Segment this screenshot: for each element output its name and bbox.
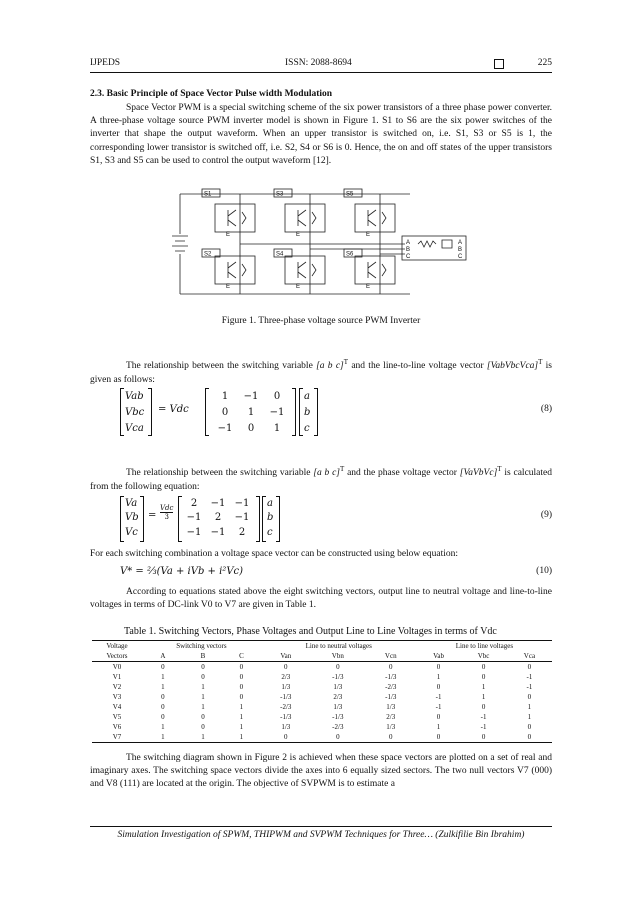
inverter-circuit-diagram [170, 186, 470, 302]
table-cell: 1 [184, 732, 222, 743]
table-cell: 1 [201, 683, 205, 691]
matrix-cell: 0 [221, 406, 229, 418]
table-cell: 1 [436, 723, 441, 731]
table-cell: -1 [480, 713, 487, 721]
table-header: B [184, 651, 222, 662]
eq10-expression: V* = ⅔(Va + iVb + i²Vc) [120, 566, 244, 577]
table-cell: -1/3 [332, 713, 344, 721]
vector-abc: [a b c] [316, 361, 344, 372]
matrix-cell: −1 [269, 406, 285, 418]
switch-label-s6: S6 [346, 251, 354, 258]
switch-label-s2: S2 [204, 251, 212, 258]
matrix-cell: 1 [247, 406, 255, 418]
matrix-cell: 1 [273, 422, 281, 434]
table-cell: 0 [436, 713, 441, 721]
table-cell: 0 [436, 683, 441, 691]
table-cell: V5 [112, 713, 122, 721]
table-cell: 0 [161, 713, 165, 721]
terminal-label: E [226, 232, 231, 238]
phase-label-left: A [406, 240, 411, 246]
text: The switching diagram shown in Figure 2 is achieved when these space vectors are plotted on a set of real and imaginary axes. The switching space vectors divide the axes into 6 equally sized sectors. The two null vectors V7 (000) and V8 (111) are located at the origin. The objective of SVPWM is to estimate a [90, 753, 552, 790]
matrix-cell: −1 [186, 512, 202, 524]
table-header: Line to neutral voltages [261, 641, 417, 652]
matrix-cell: 0 [247, 422, 255, 434]
running-footer: Simulation Investigation of SPWM, THIPWM and SVPWM Techniques for Three… (Zulkifilie Bin Ibrahim) [117, 830, 525, 840]
table-cell: 1 [222, 732, 260, 743]
table-cell: -2/3 [332, 723, 344, 731]
table-cell: 0 [336, 663, 340, 671]
page-number: 225 [537, 58, 552, 68]
table-cell: 1 [239, 713, 244, 721]
matrix-cell: −1 [210, 526, 226, 538]
eq8-rhs: c [304, 422, 310, 434]
table-cell: 2/3 [333, 693, 343, 701]
table-cell: 1 [481, 683, 486, 691]
paragraph-eq10-intro: For each switching combination a voltage space vector can be constructed using below equation: [90, 549, 459, 559]
table-cell: 1/3 [281, 683, 291, 691]
matrix-cell: 2 [238, 526, 246, 538]
switch-label-s1: S1 [204, 191, 212, 198]
vector-vphase: [VaVbVc] [459, 468, 498, 479]
table-cell: -1/3 [385, 673, 397, 681]
table-cell: 1 [142, 732, 184, 743]
table-header: Vbn [311, 651, 365, 662]
matrix-cell: −1 [243, 390, 259, 402]
eq9-rhs: b [267, 512, 274, 524]
table-cell: 0 [239, 673, 244, 681]
bullet-box-icon [494, 59, 504, 69]
table-caption: Table 1. Switching Vectors, Phase Voltages and Output Line to Line Voltages in terms of Vdc [124, 626, 497, 637]
table-cell: V1 [112, 673, 122, 681]
equation-10 [120, 566, 552, 582]
paragraph-intro [90, 102, 552, 168]
matrix-cell: −1 [217, 422, 233, 434]
table-cell: -1 [480, 723, 487, 731]
table-row [92, 702, 552, 712]
matrix-cell: −1 [234, 497, 250, 509]
table-cell: 0 [507, 732, 552, 743]
table-cell: -1 [435, 693, 442, 701]
table-cell: 1 [239, 703, 244, 711]
equation-number: (9) [540, 510, 552, 520]
table-cell: 1/3 [333, 703, 343, 711]
table-header: A [142, 651, 184, 662]
table-header: Vca [507, 651, 552, 662]
table-cell: -1 [526, 683, 533, 691]
table-cell: 1 [201, 693, 205, 701]
terminal-label: E [366, 284, 371, 290]
matrix-cell: 2 [214, 512, 222, 524]
table-cell: 2/3 [386, 713, 396, 721]
eq9-lhs: Vb [125, 512, 139, 524]
table-cell: 0 [365, 732, 417, 743]
switch-label-s4: S4 [276, 251, 284, 258]
journal-name: IJPEDS [90, 58, 121, 68]
eq8-coefficient: = Vdc [158, 404, 189, 415]
table-cell: 0 [161, 703, 165, 711]
phase-label-left: B [406, 247, 411, 253]
table-cell: V3 [112, 693, 122, 701]
eq9-coef-denominator: 3 [164, 513, 169, 521]
issn: ISSN: 2088-8694 [285, 58, 352, 68]
text: is calculated from the following equation: [90, 468, 553, 493]
text: According to equations stated above the eight switching vectors, output line to neutral voltage and line-to-line voltages in terms of DC-link V0 to V7 are given in Table 1. [90, 587, 552, 611]
running-header [90, 58, 552, 72]
table-cell: 1/3 [386, 723, 396, 731]
switching-vectors-table [92, 640, 552, 743]
paragraph-switching-diagram [90, 752, 552, 792]
table-cell: 1/3 [386, 703, 396, 711]
eq8-lhs: Vab [125, 390, 144, 402]
text: The relationship between the switching variable [126, 361, 313, 372]
table-cell: 0 [161, 693, 165, 701]
table-group-header-row [92, 641, 552, 652]
table-cell: V4 [112, 703, 122, 711]
table-cell: 1 [161, 683, 165, 691]
equation-number: (8) [540, 404, 552, 414]
matrix-cell: −1 [210, 497, 226, 509]
matrix-cell: 0 [273, 390, 281, 402]
table-cell: V7 [92, 732, 142, 743]
eq9-coef-numerator: Vdc [160, 504, 174, 512]
table-row [92, 712, 552, 722]
section-title: 2.3. Basic Principle of Space Vector Pulse width Modulation [90, 89, 333, 99]
table-header: Line to line voltages [417, 641, 552, 652]
table-cell: -2/3 [280, 703, 292, 711]
eq8-lhs: Vca [125, 422, 144, 434]
phase-label-right: C [458, 254, 463, 260]
phase-label-right: A [458, 240, 463, 246]
text: and the line-to-line voltage vector [351, 361, 484, 372]
eq9-rhs: c [267, 526, 273, 538]
paragraph-eq9-intro: The relationship between the switching variable [a b c]$^T$ and the phase voltage vector [VaVbVc]$^T$ is calculated from the following equation: [90, 465, 553, 493]
table-cell: 0 [261, 732, 311, 743]
table-column-header-row [92, 651, 552, 662]
matrix-cell: 2 [190, 497, 198, 509]
table-cell: 1 [161, 723, 165, 731]
paragraph-eq8-intro: The relationship between the switching variable [a b c]$^T$ and the line-to-line voltage vector [VabVbcVca]$^T$ is given as follows: [90, 358, 553, 386]
table-cell: -2/3 [385, 683, 397, 691]
table-cell: 0 [201, 723, 205, 731]
table-cell: 0 [481, 703, 486, 711]
table-cell: 1/3 [281, 723, 291, 731]
table-cell: 0 [417, 732, 460, 743]
table-cell: 0 [201, 673, 205, 681]
table-cell: 1 [481, 693, 486, 701]
table-cell: 0 [239, 693, 244, 701]
paragraph-table-intro [90, 586, 552, 612]
phase-label-right: B [458, 247, 463, 253]
table-cell: 0 [527, 693, 532, 701]
table-cell: V0 [112, 663, 122, 671]
table-cell: 0 [311, 732, 365, 743]
terminal-label: E [366, 232, 371, 238]
table-cell: 1/3 [333, 683, 343, 691]
table-cell: 0 [389, 663, 393, 671]
table-cell: 0 [161, 663, 165, 671]
text: and the phase voltage vector [347, 468, 457, 479]
table-header: Switching vectors [142, 641, 261, 652]
table-header: C [222, 651, 260, 662]
paragraph-intro-text: Space Vector PWM is a special switching scheme of the six power transistors of a three phase power converter. A three-phase voltage source PWM inverter model is shown in Figure 1. S1 to S6 are the six power switches of the inverter that shape the output waveform. When an upper transistor is switched on, i.e. S1, S3 or S5 is 1, the corresponding lower transistor is switched off, i.e. S2, S4 or S6 is 0. Hence, the on and off states of the upper transistors S1, S3 and S5 can be used to control the output waveform [12]. [90, 103, 552, 166]
equation-9-block: Va Vb Vc = Vdc 3 2 −1 −1 −1 2 −1 −1 −1 2 a b c (9) [120, 496, 552, 542]
vector-vline: [VabVbcVca] [486, 361, 539, 372]
matrix-cell: −1 [234, 512, 250, 524]
table-cell: -1 [435, 703, 442, 711]
table-cell: 1 [527, 713, 532, 721]
table-cell: 1 [161, 673, 165, 681]
table-row [92, 672, 552, 682]
equation-number: (10) [536, 566, 552, 576]
eq9-lhs: Va [125, 497, 138, 509]
text: is given as follows: [90, 361, 553, 386]
switch-label-s5: S5 [346, 191, 354, 198]
matrix-cell: 1 [221, 390, 229, 402]
terminal-label: E [296, 232, 301, 238]
table-cell: 1 [527, 703, 532, 711]
table-cell: -1/3 [280, 693, 292, 701]
table-cell: 0 [436, 663, 441, 671]
table-cell: -1/3 [332, 673, 344, 681]
matrix-cell: −1 [186, 526, 202, 538]
table-cell: 1 [201, 703, 205, 711]
table-header: Van [261, 651, 311, 662]
table-cell: -1 [526, 673, 533, 681]
table-header: Vab [417, 651, 460, 662]
terminal-label: E [296, 284, 301, 290]
header-rule [90, 72, 552, 73]
eq9-rhs: a [267, 497, 273, 509]
table-cell: 0 [284, 663, 288, 671]
table-row [92, 692, 552, 702]
table-cell: 1 [436, 673, 441, 681]
table-cell: -1/3 [385, 693, 397, 701]
table-cell: 0 [201, 713, 205, 721]
table-header: Voltage [92, 641, 142, 652]
table-cell: 0 [460, 732, 507, 743]
terminal-label: E [226, 284, 231, 290]
table-cell: 0 [481, 663, 486, 671]
equation-8 [120, 388, 552, 436]
table-row [92, 662, 552, 673]
table-cell: 0 [481, 673, 486, 681]
vector-abc: [a b c] [313, 468, 340, 479]
table-cell: V6 [112, 723, 122, 731]
table-cell: 1 [239, 723, 244, 731]
footer-rule [90, 826, 552, 827]
figure-caption: Figure 1. Three-phase voltage source PWM Inverter [221, 316, 421, 326]
eq8-lhs: Vbc [125, 406, 145, 418]
phase-label-left: C [406, 254, 411, 260]
table-cell: 0 [527, 723, 532, 731]
table-cell: 2/3 [281, 673, 291, 681]
table-row [92, 732, 552, 743]
eq8-rhs: b [304, 406, 311, 418]
eq8-rhs: a [304, 390, 310, 402]
table-cell: 0 [201, 663, 205, 671]
text: The relationship between the switching variable [126, 468, 311, 479]
table-header: Vcn [365, 651, 417, 662]
eq9-lhs: Vc [125, 526, 138, 538]
table-body [92, 662, 552, 743]
table-row [92, 682, 552, 692]
table-cell: 0 [239, 683, 244, 691]
table-cell: 0 [239, 663, 244, 671]
table-header: Vbc [460, 651, 507, 662]
table-cell: 0 [527, 663, 532, 671]
table-cell: V2 [112, 683, 122, 691]
table-row [92, 722, 552, 732]
switch-label-s3: S3 [276, 191, 284, 198]
table-cell: -1/3 [280, 713, 292, 721]
table-header: Vectors [92, 651, 142, 662]
